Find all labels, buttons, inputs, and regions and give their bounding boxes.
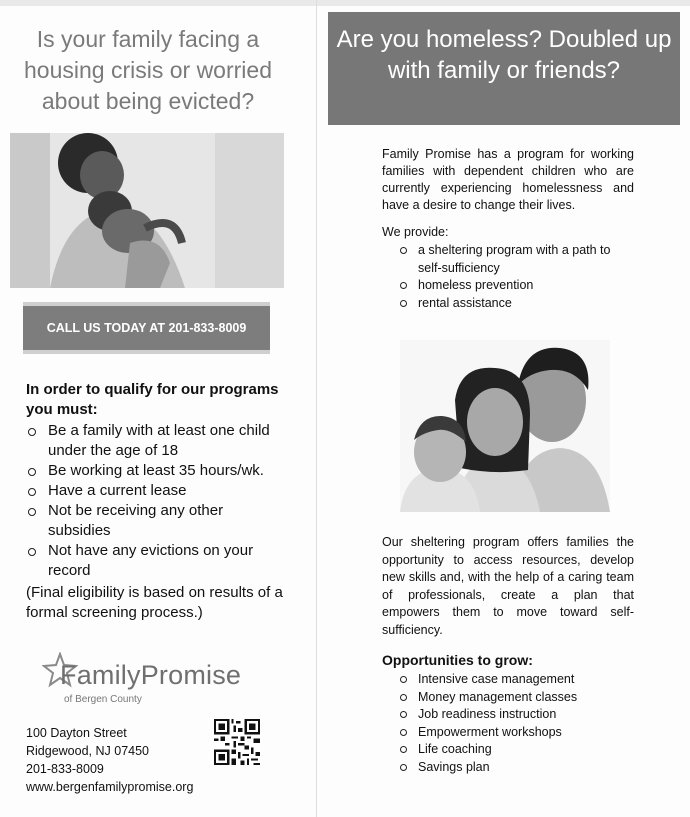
provide-list (400, 242, 636, 312)
bullet-icon (400, 282, 407, 289)
bullet-icon (400, 746, 407, 753)
program-intro: Family Promise has a program for working families with dependent children who are currently experiencing homelessness and have a desire to change their lives. (382, 147, 634, 212)
bullet-icon (28, 548, 36, 556)
street-address: 100 Dayton Street (26, 726, 127, 740)
bullet-icon (400, 729, 407, 736)
list-item: Not be receiving any other subsidies (26, 501, 288, 541)
bullet-icon (400, 764, 407, 771)
call-us-banner: CALL US TODAY AT 201-833-8009 (23, 302, 270, 354)
qualify-list (26, 421, 288, 581)
qr-code-icon (214, 719, 260, 765)
bullet-icon (400, 300, 407, 307)
mother-child-photo (10, 133, 284, 288)
city-state-zip: Ridgewood, NJ 07450 (26, 744, 149, 758)
list-item: a sheltering program with a path to self-sufficiency (400, 242, 636, 277)
list-item: homeless prevention (400, 277, 636, 295)
bullet-icon (28, 488, 36, 496)
left-panel (0, 0, 316, 817)
contact-address (26, 724, 226, 796)
right-header-banner (328, 12, 680, 125)
qualify-heading: In order to qualify for our programs you must: (26, 381, 279, 418)
bullet-icon (400, 676, 407, 683)
list-item: Not have any evictions on your record (26, 541, 288, 581)
opportunities-heading: Opportunities to grow: (382, 652, 533, 668)
opportunities-list (400, 671, 636, 777)
bullet-icon (28, 428, 36, 436)
list-item: Be working at least 35 hours/wk. (26, 461, 288, 481)
list-item: Empowerment workshops (400, 724, 636, 742)
family-promise-logo (42, 652, 282, 710)
logo-subtitle: of Bergen County (64, 694, 142, 705)
bullet-icon (28, 508, 36, 516)
sheltering-description: Our sheltering program offers families the opportunity to access resources, develop new skills and, with the help of a caring team of professionals, create a plan that empowers them to move toward self-sufficiency. (382, 535, 634, 637)
list-item: Savings plan (400, 759, 636, 777)
list-item: Life coaching (400, 741, 636, 759)
bullet-icon (400, 247, 407, 254)
left-headline: Is your family facing a housing crisis or worried about being evicted? (24, 26, 272, 114)
list-item: Have a current lease (26, 481, 288, 501)
list-item: Intensive case management (400, 671, 636, 689)
eligibility-note: (Final eligibility is based on results of a formal screening process.) (26, 584, 283, 621)
bullet-icon (400, 694, 407, 701)
provide-label: We provide: (382, 225, 449, 239)
list-item: Job readiness instruction (400, 706, 636, 724)
list-item: Money management classes (400, 689, 636, 707)
logo-name: FamilyPromise (60, 660, 242, 690)
list-item: Be a family with at least one child under the age of 18 (26, 421, 288, 461)
bullet-icon (28, 468, 36, 476)
family-photo (400, 340, 610, 512)
phone-number: 201-833-8009 (26, 762, 104, 776)
right-headline: Are you homeless? Doubled up with family or friends? (336, 26, 672, 84)
website-link[interactable]: www.bergenfamilypromise.org (26, 780, 194, 794)
list-item: rental assistance (400, 295, 636, 313)
fold-line (316, 0, 317, 817)
bullet-icon (400, 711, 407, 718)
